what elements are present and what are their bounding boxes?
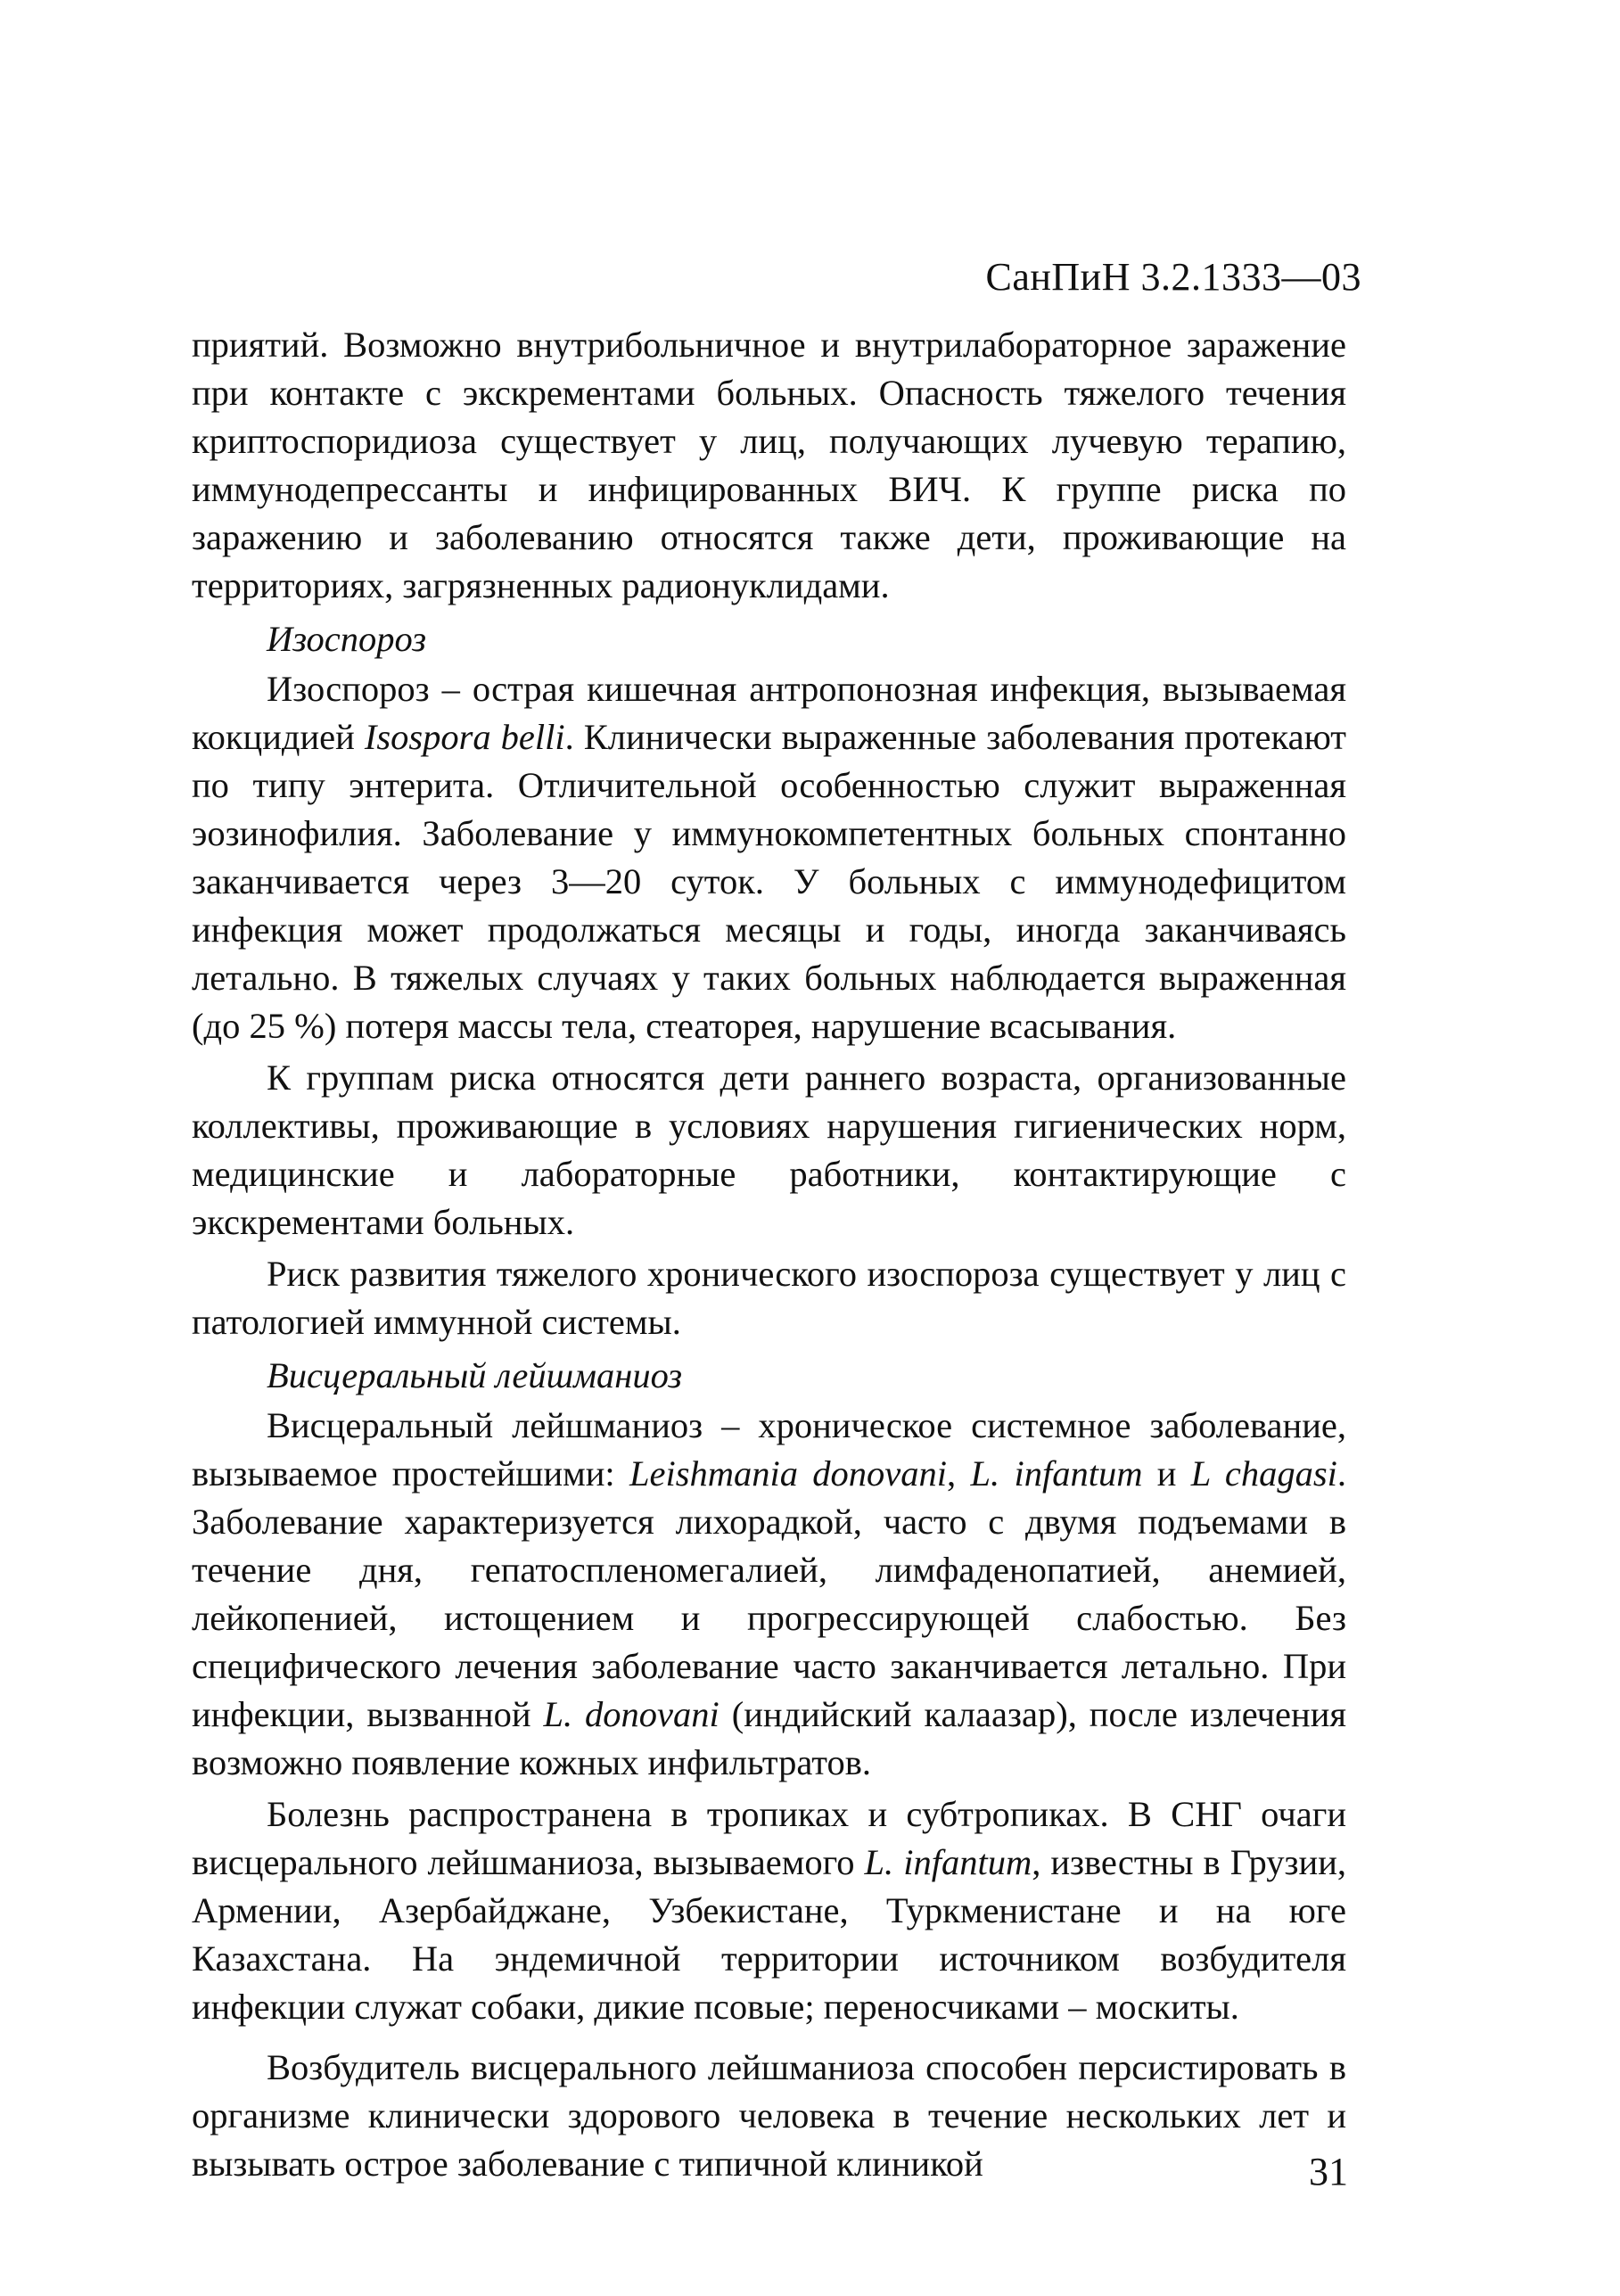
paragraph-leishmaniasis-persistence: Возбудитель висцерального лейшманиоза способен персистировать в организме клинически здорового человека в течение нескольких лет и вызывать острое заболевание с типичной клиникой <box>192 2047 1346 2184</box>
page-body <box>192 321 1346 2192</box>
paragraph-isosporosis-definition: Изоспороз – острая кишечная антропонозная инфекция, вызываемая кокцидией Isospora belli. Клинически выраженные заболевания протекают по типу энтерита. Отличительной особенностью служит выраженная эозинофилия. Заболевание у иммунокомпетентных больных спонтанно заканчивается через 3—20 суток. У больных с иммунодефицитом инфекция может продолжаться месяцы и годы, иногда заканчиваясь летально. В тяжелых случаях у таких больных наблюдается выраженная (до 25 %) потеря массы тела, стеаторея, нарушение всасывания. <box>192 669 1346 1046</box>
page-number: 31 <box>1309 2150 1348 2193</box>
paragraph-isosporosis-risk-groups: К группам риска относятся дети раннего возраста, организованные коллективы, проживающие в условиях нарушения гигиенических норм, медицинские и лабораторные работники, контактирующие с экскрементами больных. <box>192 1057 1346 1242</box>
section-heading-isosporosis: Изоспороз <box>267 619 427 659</box>
paragraph-leishmaniasis-distribution: Болезнь распространена в тропиках и субтропиках. В СНГ очаги висцерального лейшманиоза, вызываемого L. infantum, известны в Грузии, Армении, Азербайджане, Узбекистане, Туркменистане и на юге Казахстана. На эндемичной территории источником возбудителя инфекции служат собаки, дикие псовые; переносчиками – москиты. <box>192 1794 1346 2027</box>
paragraph-leishmaniasis-definition: Висцеральный лейшманиоз – хроническое системное заболевание, вызываемое простейшими: Leishmania donovani, L. infantum и L chagasi. Заболевание характеризуется лихорадкой, часто с двумя подъемами в течение дня, гепатоспленомегалией, лимфаденопатией, анемией, лейкопенией, истощением и прогрессирующей слабостью. Без специфического лечения заболевание часто заканчивается летально. При инфекции, вызванной L. donovani (индийский калаазар), после излечения возможно появление кожных инфильтратов. <box>192 1405 1346 1782</box>
latin-species-name: L chagasi <box>1190 1453 1337 1494</box>
paragraph-isosporosis-chronic-risk: Риск развития тяжелого хронического изоспороза существует у лиц с патологией иммунной системы. <box>192 1254 1346 1342</box>
section-heading-leishmaniasis: Висцеральный лейшманиоз <box>267 1355 683 1395</box>
latin-species-name: L. infantum <box>970 1453 1143 1494</box>
paragraph-continuation: приятий. Возможно внутрибольничное и внутрилабораторное заражение при контакте с экскрементами больных. Опасность тяжелого течения криптоспоридиоза существует у лиц, получающих лучевую терапию, иммунодепрессанты и инфицированных ВИЧ. К группе риска по заражению и заболеванию относятся также дети, проживающие на территориях, загрязненных радионуклидами. <box>192 325 1346 605</box>
latin-species-name: L. donovani <box>543 1694 720 1734</box>
latin-species-name: Isospora belli <box>364 717 565 757</box>
latin-species-name: L. infantum <box>864 1842 1032 1882</box>
document-code-header: СанПиН 3.2.1333—03 <box>985 255 1361 299</box>
latin-species-name: Leishmania donovani <box>629 1453 948 1494</box>
